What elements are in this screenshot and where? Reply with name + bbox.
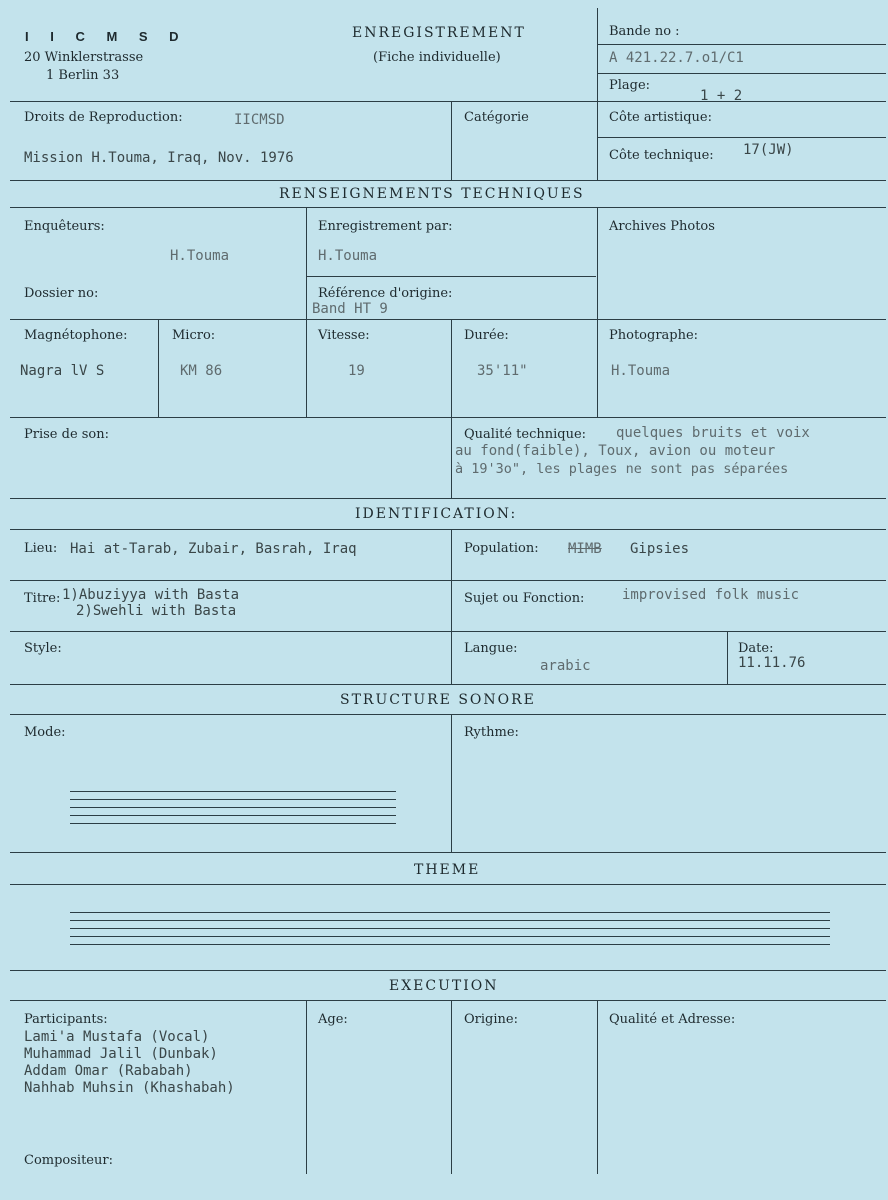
participant-entry: Nahhab Muhsin (Khashabah) bbox=[24, 1080, 235, 1096]
vitesse-value: 19 bbox=[348, 363, 365, 379]
divider bbox=[10, 580, 886, 581]
micro-value: KM 86 bbox=[180, 363, 223, 379]
sujet-value: improvised folk music bbox=[622, 587, 800, 603]
duree-value: 35'11" bbox=[477, 363, 528, 379]
section-title-structure: STRUCTURE SONORE bbox=[340, 692, 536, 708]
participant-entry: Muhammad Jalil (Dunbak) bbox=[24, 1046, 218, 1062]
lieu-value: Hai at-Tarab, Zubair, Basrah, Iraq bbox=[70, 541, 357, 557]
divider bbox=[10, 207, 886, 208]
enregistrement-label: Enregistrement par: bbox=[318, 219, 453, 234]
qualite-technique-value: quelques bruits et voix bbox=[616, 425, 810, 441]
age-label: Age: bbox=[318, 1012, 348, 1027]
divider bbox=[451, 417, 452, 498]
address-line: 20 Winklerstrasse bbox=[24, 50, 144, 65]
cote-technique-value: 17(JW) bbox=[743, 142, 794, 158]
bande-label: Bande no : bbox=[609, 24, 680, 39]
population-value: Gipsies bbox=[630, 541, 690, 557]
mode-label: Mode: bbox=[24, 725, 66, 740]
divider bbox=[598, 137, 886, 138]
staff-line bbox=[70, 815, 396, 816]
staff-line bbox=[70, 928, 830, 929]
divider bbox=[10, 884, 886, 885]
population-struck-out: MIMB bbox=[568, 541, 602, 557]
address-line: 1 Berlin 33 bbox=[46, 68, 120, 83]
archives-photos-label: Archives Photos bbox=[609, 219, 715, 234]
duree-label: Durée: bbox=[464, 328, 509, 343]
divider bbox=[10, 529, 886, 530]
date-label: Date: bbox=[738, 641, 774, 656]
prise-de-son-label: Prise de son: bbox=[24, 427, 110, 442]
divider bbox=[597, 1000, 598, 1174]
origine-label: Origine: bbox=[464, 1012, 518, 1027]
section-title-theme: THEME bbox=[414, 862, 481, 878]
participant-entry: Lami'a Mustafa (Vocal) bbox=[24, 1029, 210, 1045]
dossier-label: Dossier no: bbox=[24, 286, 99, 301]
droits-label: Droits de Reproduction: bbox=[24, 110, 183, 125]
qualite-technique-value: à 19'3o", les plages ne sont pas séparées bbox=[455, 461, 789, 477]
divider bbox=[10, 180, 886, 181]
reference-value: Band HT 9 bbox=[312, 301, 388, 317]
divider bbox=[597, 207, 598, 417]
staff-line bbox=[70, 791, 396, 792]
sujet-label: Sujet ou Fonction: bbox=[464, 591, 585, 606]
titre-line: 1)Abuziyya with Basta bbox=[62, 587, 240, 603]
staff-line bbox=[70, 920, 830, 921]
divider bbox=[10, 684, 886, 685]
staff-line bbox=[70, 912, 830, 913]
enqueteurs-label: Enquêteurs: bbox=[24, 219, 105, 234]
droits-value: IICMSD bbox=[234, 112, 285, 128]
photographe-label: Photographe: bbox=[609, 328, 699, 343]
compositeur-label: Compositeur: bbox=[24, 1153, 113, 1168]
divider bbox=[10, 319, 886, 320]
divider bbox=[10, 417, 886, 418]
titre-line: 2)Swehli with Basta bbox=[76, 603, 237, 619]
divider bbox=[306, 207, 307, 417]
divider bbox=[158, 319, 159, 417]
population-label: Population: bbox=[464, 541, 539, 556]
staff-line bbox=[70, 807, 396, 808]
form-title: ENREGISTREMENT bbox=[352, 25, 526, 41]
style-label: Style: bbox=[24, 641, 62, 656]
reference-label: Référence d'origine: bbox=[318, 286, 453, 301]
divider bbox=[451, 319, 452, 417]
rythme-label: Rythme: bbox=[464, 725, 519, 740]
divider bbox=[306, 1000, 307, 1174]
section-title-execution: EXECUTION bbox=[389, 978, 499, 994]
staff-line bbox=[70, 936, 830, 937]
divider bbox=[10, 714, 886, 715]
magnetophone-value: Nagra lV S bbox=[20, 363, 105, 379]
plage-label: Plage: bbox=[609, 78, 651, 93]
section-title-identification: IDENTIFICATION: bbox=[355, 506, 518, 522]
divider bbox=[451, 714, 452, 852]
staff-line bbox=[70, 799, 396, 800]
titre-label: Titre: bbox=[24, 591, 61, 606]
divider bbox=[10, 631, 886, 632]
qualite-adresse-label: Qualité et Adresse: bbox=[609, 1012, 736, 1027]
divider bbox=[451, 1000, 452, 1174]
date-value: 11.11.76 bbox=[738, 655, 806, 671]
section-title-technical: RENSEIGNEMENTS TECHNIQUES bbox=[279, 186, 585, 202]
divider bbox=[598, 44, 886, 45]
langue-value: arabic bbox=[540, 658, 591, 674]
divider bbox=[727, 631, 728, 684]
form-subtitle: (Fiche individuelle) bbox=[373, 50, 501, 65]
divider bbox=[451, 529, 452, 684]
divider bbox=[10, 852, 886, 853]
qualite-technique-value: au fond(faible), Toux, avion ou moteur bbox=[455, 443, 776, 459]
staff-line bbox=[70, 944, 830, 945]
lieu-label: Lieu: bbox=[24, 541, 58, 556]
cote-artistique-label: Côte artistique: bbox=[609, 110, 712, 125]
org-name: I I C M S D bbox=[25, 29, 188, 44]
participant-entry: Addam Omar (Rababah) bbox=[24, 1063, 193, 1079]
cote-technique-label: Côte technique: bbox=[609, 148, 714, 163]
qualite-technique-label: Qualité technique: bbox=[464, 427, 587, 442]
divider bbox=[10, 101, 886, 102]
participants-label: Participants: bbox=[24, 1012, 108, 1027]
staff-line bbox=[70, 823, 396, 824]
micro-label: Micro: bbox=[172, 328, 216, 343]
photographe-value: H.Touma bbox=[611, 363, 671, 379]
divider bbox=[451, 101, 452, 180]
divider bbox=[10, 1000, 886, 1001]
enregistrement-value: H.Touma bbox=[318, 248, 378, 264]
categorie-label: Catégorie bbox=[464, 110, 529, 125]
enqueteurs-value: H.Touma bbox=[170, 248, 230, 264]
magnetophone-label: Magnétophone: bbox=[24, 328, 128, 343]
langue-label: Langue: bbox=[464, 641, 518, 656]
mission-text: Mission H.Touma, Iraq, Nov. 1976 bbox=[24, 150, 294, 166]
bande-value: A 421.22.7.o1/C1 bbox=[609, 50, 744, 66]
divider bbox=[306, 276, 596, 277]
divider bbox=[10, 970, 886, 971]
divider bbox=[10, 498, 886, 499]
divider bbox=[597, 8, 598, 180]
plage-value: 1 + 2 bbox=[700, 88, 743, 104]
vitesse-label: Vitesse: bbox=[318, 328, 370, 343]
divider bbox=[598, 73, 886, 74]
